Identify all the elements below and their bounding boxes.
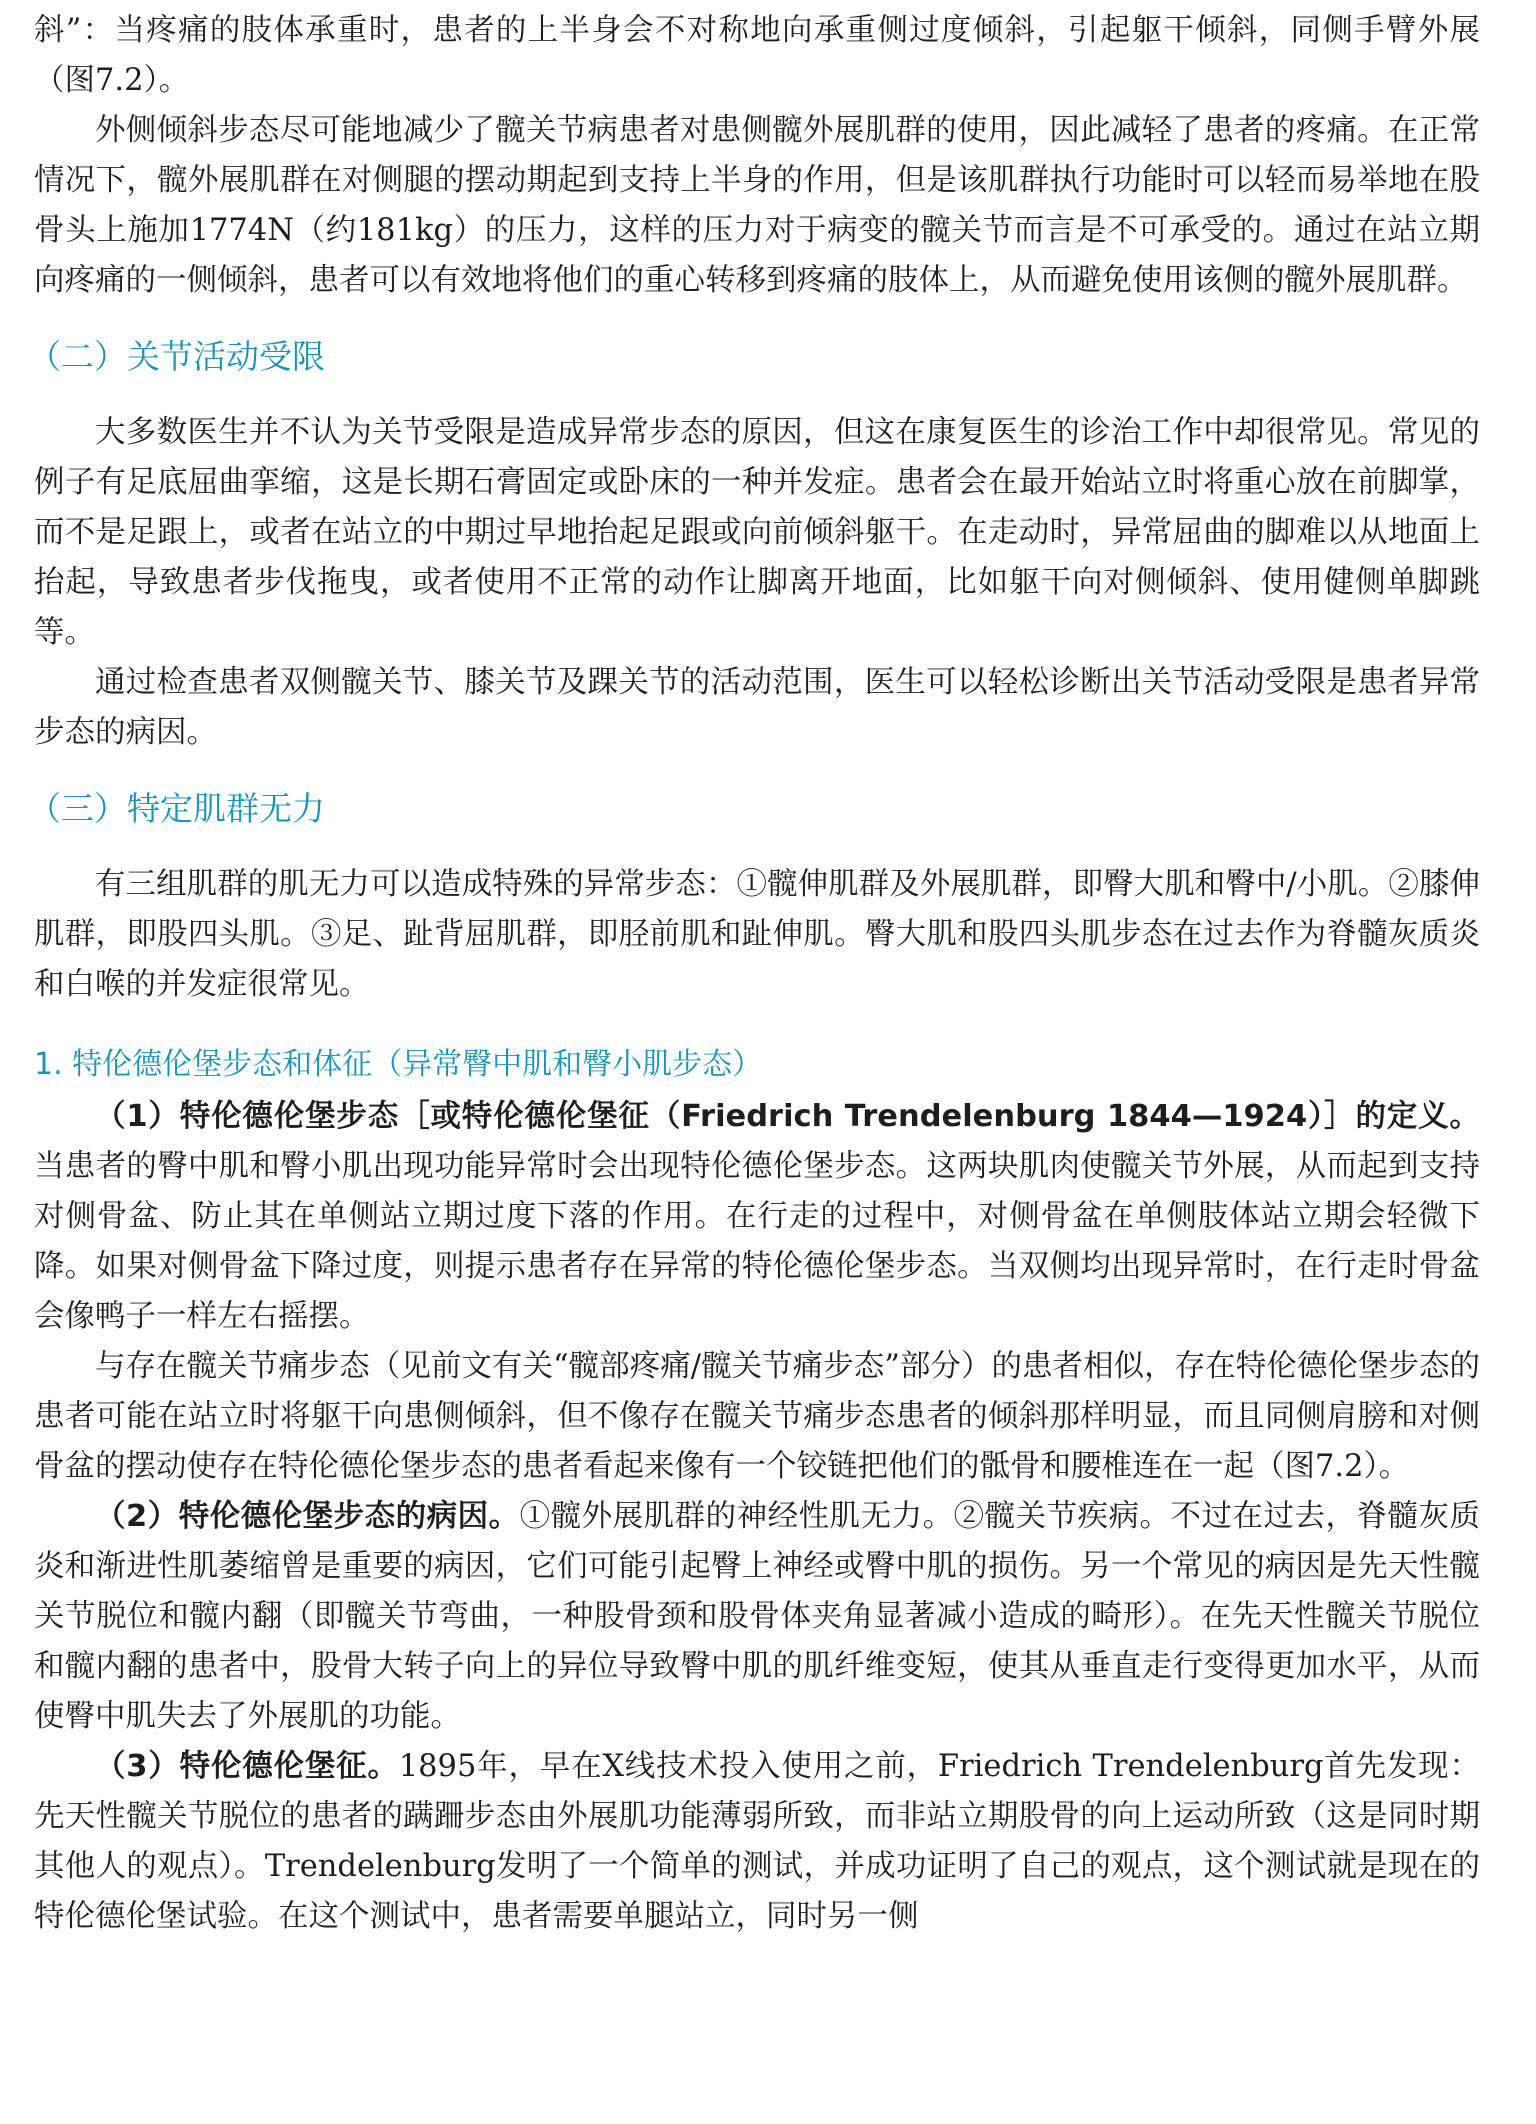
paragraph-text: 1895年，早在X线技术投入使用之前，Friedrich Trendelenburg首先发现：先天性髋关节脱位的患者的蹒跚步态由外展肌功能薄弱所致，而非站立期股骨的向上运动所致（这是同时期其他人的观点）。Trendelenburg发明了一个简单的测试，并成功证明了自己的观点，这个测试就是现在的特伦德伦堡试验。在这个测试中，患者需要单腿站立，同时另一侧 (34, 1749, 1480, 1934)
run-in-title-sign: （3）特伦德伦堡征。 (95, 1749, 399, 1784)
run-in-title-definition: （1）特伦德伦堡步态［或特伦德伦堡征（Friedrich Trendelenburg 1844—1924）］的定义。 (95, 1099, 1480, 1134)
section-heading-muscle-weakness: （三）特定肌群无力 (28, 789, 325, 828)
paragraph-text: 当患者的臀中肌和臀小肌出现功能异常时会出现特伦德伦堡步态。这两块肌肉使髋关节外展，从而起到支持对侧骨盆、防止其在单侧站立期过度下落的作用。在行走的过程中，对侧骨盆在单侧肢体站立期会轻微下降。如果对侧骨盆下降过度，则提示患者存在异常的特伦德伦堡步态。当双侧均出现异常时，在行走时骨盆会像鸭子一样左右摇摆。 (34, 1149, 1480, 1334)
paragraph-text: ①髋外展肌群的神经性肌无力。②髋关节疾病。不过在过去，脊髓灰质炎和渐进性肌萎缩曾是重要的病因，它们可能引起臀上神经或臀中肌的损伤。另一个常见的病因是先天性髋关节脱位和髋内翻（即髋关节弯曲，一种股骨颈和股骨体夹角显著减小造成的畸形）。在先天性髋关节脱位和髋内翻的患者中，股骨大转子向上的异位导致臀中肌的肌纤维变短，使其从垂直走行变得更加水平，从而使臀中肌失去了外展肌的功能。 (34, 1499, 1480, 1734)
paragraph-trendelenburg-sign (34, 1742, 1480, 1942)
paragraph-trendelenburg-definition (34, 1092, 1480, 1342)
section-heading-joint-limitation: （二）关节活动受限 (28, 337, 325, 376)
paragraph-muscle-weakness: 有三组肌群的肌无力可以造成特殊的异常步态：①髋伸肌群及外展肌群，即臀大肌和臀中/小肌。②膝伸肌群，即股四头肌。③足、趾背屈肌群，即胫前肌和趾伸肌。臀大肌和股四头肌步态在过去作为脊髓灰质炎和白喉的并发症很常见。 (34, 867, 1480, 1002)
run-in-title-cause: （2）特伦德伦堡步态的病因。 (95, 1499, 520, 1534)
paragraph-continued: 斜”：当疼痛的肢体承重时，患者的上半身会不对称地向承重侧过度倾斜，引起躯干倾斜，同侧手臂外展（图7.2）。 (34, 13, 1480, 98)
subsection-heading-trendelenburg: 1. 特伦德伦堡步态和体征（异常臀中肌和臀小肌步态） (34, 1047, 763, 1082)
paragraph-joint-limitation-1: 大多数医生并不认为关节受限是造成异常步态的原因，但这在康复医生的诊治工作中却很常见。常见的例子有足底屈曲挛缩，这是长期石膏固定或卧床的一种并发症。患者会在最开始站立时将重心放在前脚掌，而不是足跟上，或者在站立的中期过早地抬起足跟或向前倾斜躯干。在走动时，异常屈曲的脚难以从地面上抬起，导致患者步伐拖曳，或者使用不正常的动作让脚离开地面，比如躯干向对侧倾斜、使用健侧单脚跳等。 (34, 415, 1480, 650)
paragraph-trendelenburg-cause (34, 1492, 1480, 1742)
paragraph-lateral-lean: 外侧倾斜步态尽可能地减少了髋关节病患者对患侧髋外展肌群的使用，因此减轻了患者的疼痛。在正常情况下，髋外展肌群在对侧腿的摆动期起到支持上半身的作用，但是该肌群执行功能时可以轻而易举地在股骨头上施加1774N（约181kg）的压力，这样的压力对于病变的髋关节而言是不可承受的。通过在站立期向疼痛的一侧倾斜，患者可以有效地将他们的重心转移到疼痛的肢体上，从而避免使用该侧的髋外展肌群。 (34, 113, 1480, 298)
paragraph-trendelenburg-comparison: 与存在髋关节痛步态（见前文有关“髋部疼痛/髋关节痛步态”部分）的患者相似，存在特伦德伦堡步态的患者可能在站立时将躯干向患侧倾斜，但不像存在髋关节痛步态患者的倾斜那样明显，而且同侧肩膀和对侧骨盆的摆动使存在特伦德伦堡步态的患者看起来像有一个铰链把他们的骶骨和腰椎连在一起（图7.2）。 (34, 1349, 1480, 1484)
paragraph-joint-limitation-2: 通过检查患者双侧髋关节、膝关节及踝关节的活动范围，医生可以轻松诊断出关节活动受限是患者异常步态的病因。 (34, 665, 1480, 750)
